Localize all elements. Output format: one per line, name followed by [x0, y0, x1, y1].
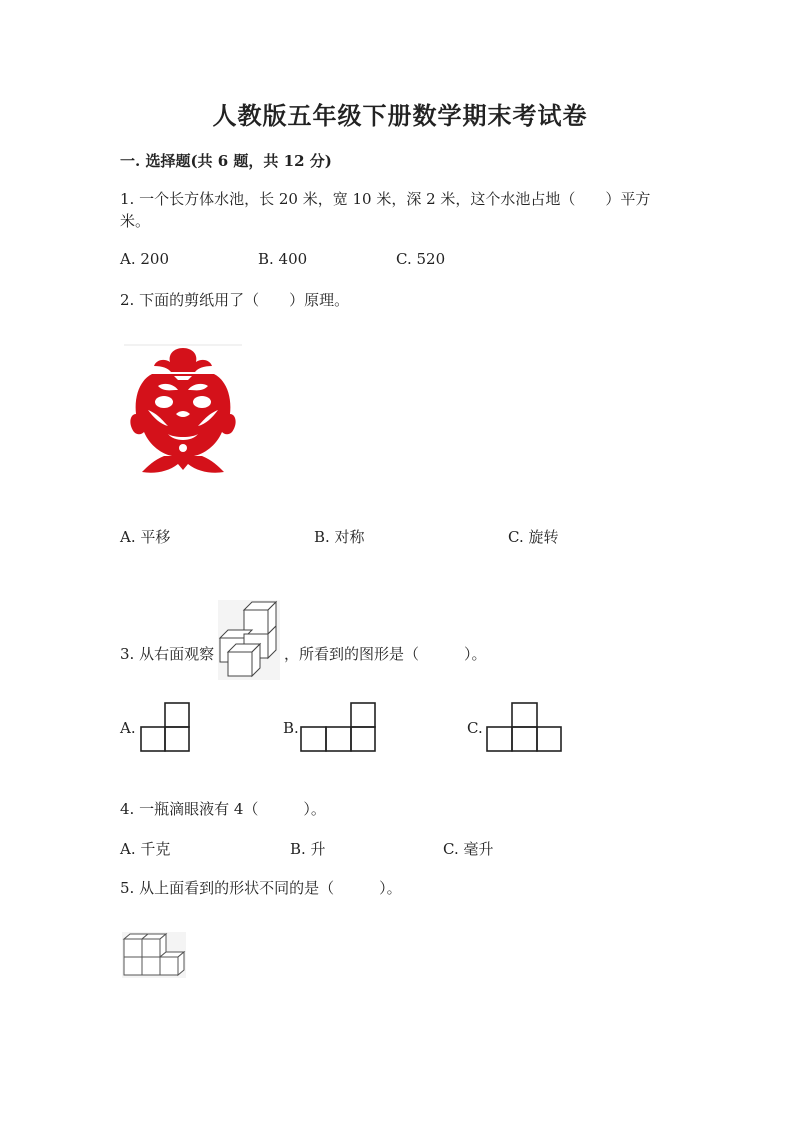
question-2-option-b: B. 对称 [314, 528, 365, 546]
question-2-option-a: A. 平移 [120, 528, 171, 546]
question-1-text-cont: 米。 [120, 212, 151, 230]
section-heading: 一. 选择题(共 6 题，共 12 分) [120, 152, 332, 170]
question-2-option-c: C. 旋转 [508, 528, 559, 546]
page-title: 人教版五年级下册数学期末考试卷 [212, 101, 588, 130]
question-3-option-b: B. [283, 719, 299, 737]
cube-stack-3d-icon [218, 600, 280, 680]
question-4-option-a: A. 千克 [120, 840, 171, 858]
question-4-text: 4. 一瓶滴眼液有 4（ ）。 [120, 800, 326, 818]
question-1-option-c: C. 520 [396, 250, 446, 268]
question-1-text: 1. 一个长方体水池，长 20 米，宽 10 米，深 2 米，这个水池占地（ ）平方 [120, 190, 651, 208]
question-3-text-before: 3. 从右面观察 [120, 645, 215, 663]
question-4-option-c: C. 毫升 [443, 840, 494, 858]
question-4-option-b: B. 升 [290, 840, 326, 858]
option-c-view-figure [486, 702, 564, 754]
question-3-option-a: A. [120, 719, 136, 737]
option-a-view-figure [140, 702, 192, 754]
question-1-option-b: B. 400 [258, 250, 308, 268]
question-3-text-after: ，所看到的图形是（ ）。 [284, 645, 487, 663]
question-2-text: 2. 下面的剪纸用了（ ）原理。 [120, 291, 350, 309]
cube-row-3d-icon [122, 932, 186, 978]
question-3-option-c: C. [467, 719, 483, 737]
option-b-view-figure [300, 702, 378, 754]
red-papercut-face-image [124, 344, 242, 476]
question-5-text: 5. 从上面看到的形状不同的是（ ）。 [120, 879, 402, 897]
question-1-option-a: A. 200 [120, 250, 169, 268]
